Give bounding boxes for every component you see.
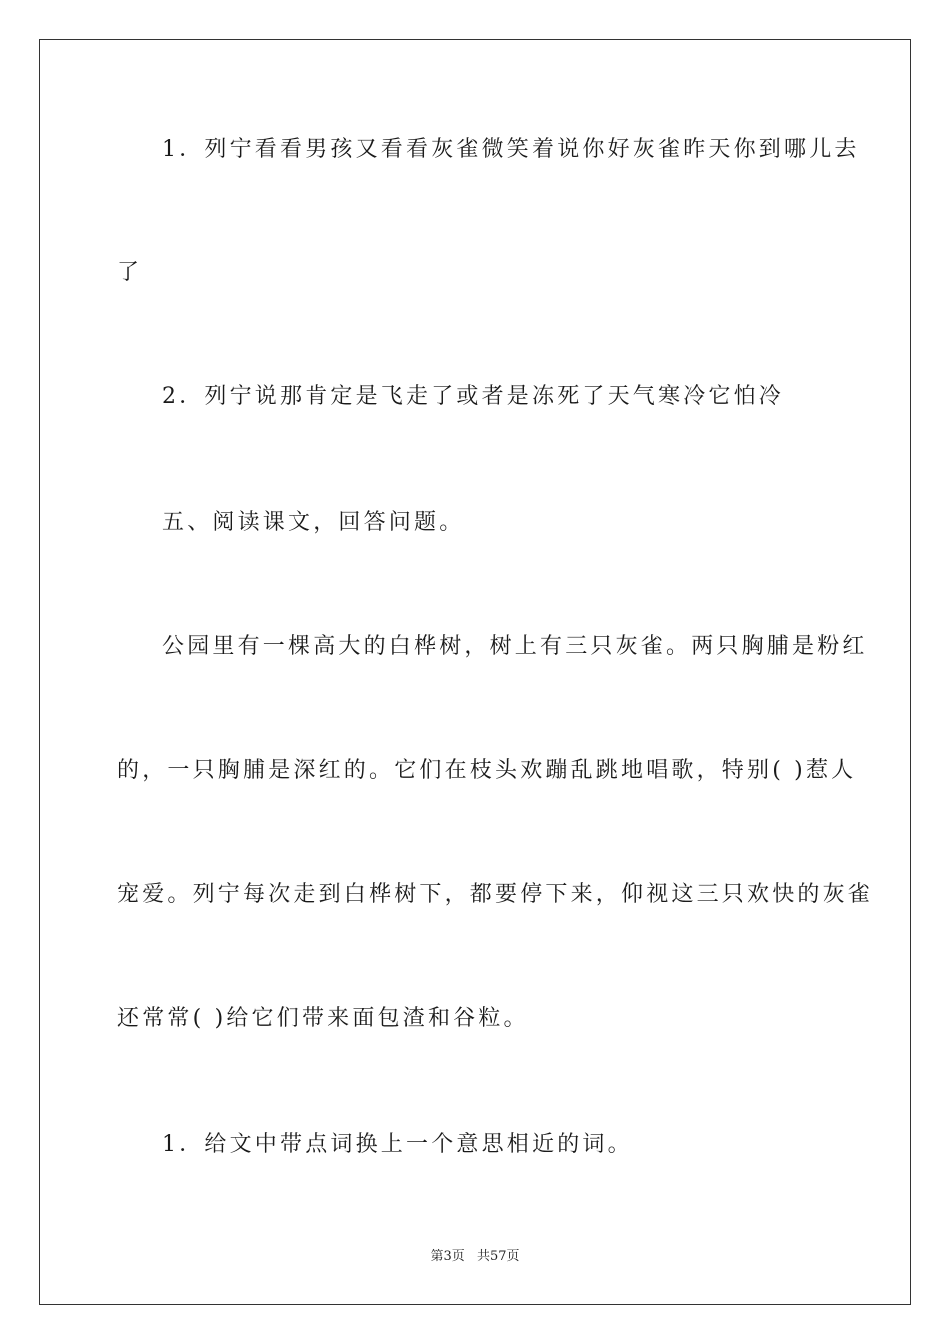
passage-line-2: 的，一只胸脯是深红的。它们在枝头欢蹦乱跳地唱歌，特别( )惹人 [117, 758, 857, 783]
question-1-line-1: 1．列宁看看男孩又看看灰雀微笑着说你好灰雀昨天你到哪儿去 [162, 137, 860, 162]
page-border [39, 39, 911, 1305]
passage-line-1: 公园里有一棵高大的白桦树，树上有三只灰雀。两只胸脯是粉红 [162, 634, 868, 659]
question-1-line-2: 了 [117, 260, 143, 285]
passage-line-3: 宠爱。列宁每次走到白桦树下，都要停下来，仰视这三只欢快的灰雀 [117, 882, 874, 907]
page-number: 第3页 [430, 1249, 465, 1264]
page-total: 共57页 [476, 1249, 520, 1264]
question-2: 2．列宁说那肯定是飞走了或者是冻死了天气寒冷它怕冷 [162, 384, 784, 409]
passage-line-4: 还常常( )给它们带来面包渣和谷粒。 [117, 1006, 529, 1031]
sub-question-1: 1．给文中带点词换上一个意思相近的词。 [162, 1132, 633, 1157]
page-footer [0, 1245, 950, 1264]
section-five-heading: 五、阅读课文，回答问题。 [162, 510, 465, 535]
